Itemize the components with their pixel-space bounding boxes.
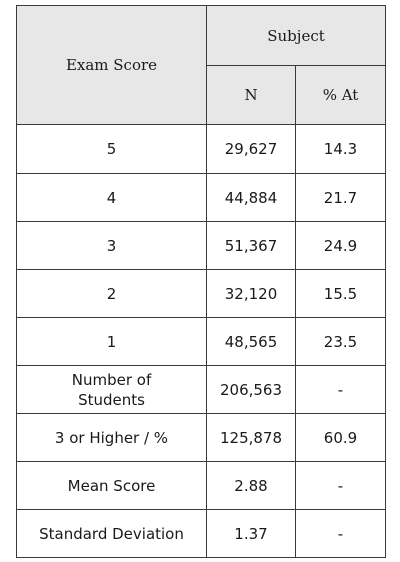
table-row	[17, 125, 386, 174]
row-pct: -	[296, 510, 386, 558]
header-exam-score: Exam Score	[17, 6, 207, 125]
row-label: 3 or Higher / %	[17, 414, 207, 462]
row-pct: -	[296, 462, 386, 510]
row-n: 206,563	[207, 366, 296, 414]
row-label-text: Number of Students	[71, 370, 152, 409]
table-row	[17, 462, 386, 510]
row-pct: 14.3	[296, 125, 386, 174]
table-row	[17, 414, 386, 462]
row-n: 29,627	[207, 125, 296, 174]
row-n: 32,120	[207, 270, 296, 318]
row-n: 44,884	[207, 174, 296, 222]
exam-score-table	[16, 5, 386, 558]
row-n: 125,878	[207, 414, 296, 462]
table-row	[17, 270, 386, 318]
row-pct: 23.5	[296, 318, 386, 366]
header-subject: Subject	[207, 6, 386, 66]
row-pct: 15.5	[296, 270, 386, 318]
table-row	[17, 366, 386, 414]
table-row	[17, 510, 386, 558]
row-label: 2	[17, 270, 207, 318]
row-label: 4	[17, 174, 207, 222]
row-label: 3	[17, 222, 207, 270]
table-row	[17, 222, 386, 270]
row-pct: -	[296, 366, 386, 414]
table-row	[17, 318, 386, 366]
row-label: Standard Deviation	[17, 510, 207, 558]
row-n: 51,367	[207, 222, 296, 270]
row-n: 2.88	[207, 462, 296, 510]
row-n: 48,565	[207, 318, 296, 366]
row-label: 1	[17, 318, 207, 366]
row-pct: 21.7	[296, 174, 386, 222]
row-label: 5	[17, 125, 207, 174]
header-pct-at: % At	[296, 66, 386, 125]
row-n: 1.37	[207, 510, 296, 558]
header-n: N	[207, 66, 296, 125]
row-pct: 60.9	[296, 414, 386, 462]
row-label: Mean Score	[17, 462, 207, 510]
row-pct: 24.9	[296, 222, 386, 270]
row-label	[17, 366, 207, 414]
header-row-top	[17, 6, 386, 66]
table-row	[17, 174, 386, 222]
